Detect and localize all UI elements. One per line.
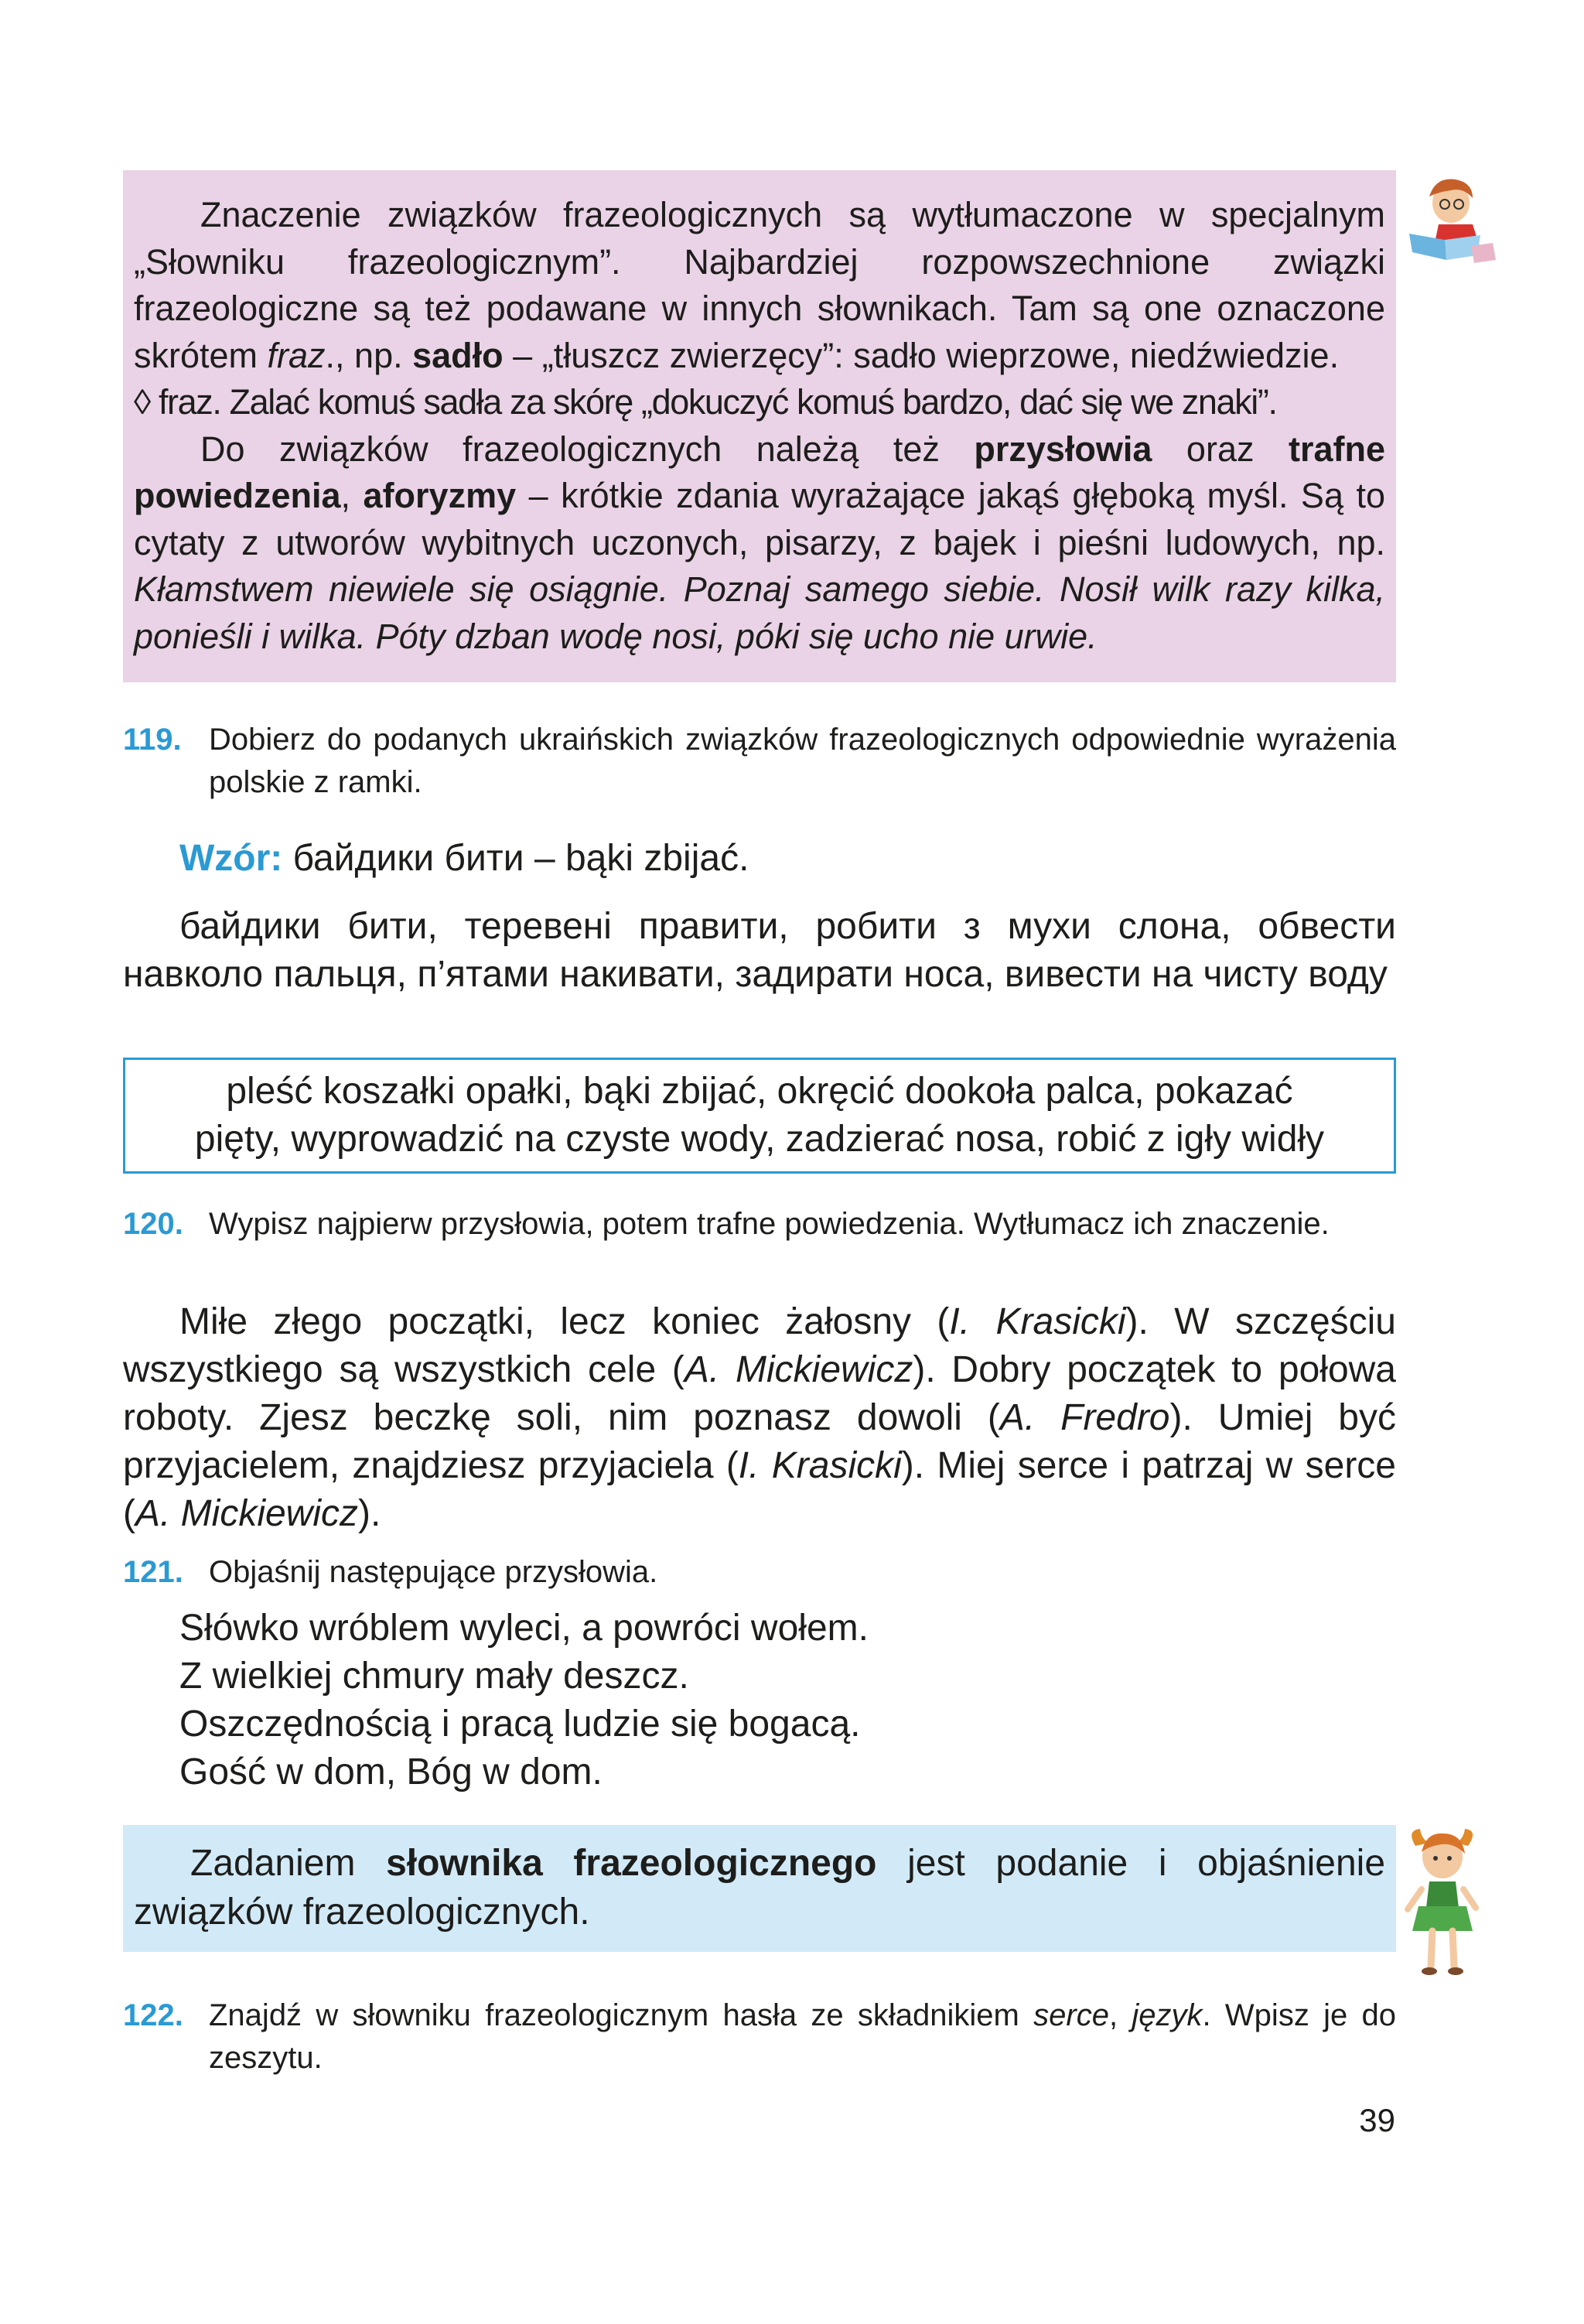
rule-paragraph-2: Do związków frazeologicznych należą też przysłowia oraz trafne powiedzenia, aforyzmy – krótkie zdania wyrażające jakąś głęboką myśl. Są to cytaty z utworów wybitnych uczonych, pisarzy, z bajek i pieśni ludowych, np. Kłamstwem niewiele się osiągnie. Poznaj samego siebie. Nosił wilk razy kilka, ponieśli i wilka. Póty dzban wodę nosi, póki się ucho nie urwie. [134,429,1385,656]
example-label: Wzór: [179,838,283,879]
proverb-item: Z wielkiej chmury mały deszcz. [179,1656,689,1697]
exercise-instruction: Dobierz do podanych ukraińskich związków frazeologicznych odpowiednie wyrażenia polskie z ramki. [209,723,1396,799]
rule-box-dictionary-task: Zadaniem słownika frazeologicznego jest podanie i objaśnienie związków frazeologicznych. [123,1825,1396,1952]
rule-paragraph-1: Znaczenie związków frazeologicznych są wytłumaczone w specjalnym „Słowniku frazeologicznym”. Najbardziej rozpowszechnione związki frazeologiczne są też podawane w innych słownikach. Tam są one oznaczone skrótem fraz., np. sadło – „tłuszcz zwierzęcy”: sadło wieprzowe, niedźwiedzie. [134,195,1385,375]
exercise-119 [123,719,1396,804]
exercise-instruction: Objaśnij następujące przysłowia. [209,1555,658,1589]
polish-expressions-frame [123,1058,1396,1174]
proverb-item: Słówko wróblem wyleci, a powróci wołem. [179,1608,869,1649]
boy-reading-illustration [1401,169,1502,269]
exercise-number: 120. [123,1207,183,1241]
exercise-119-example: Wzór: байдики бити – bąki zbijać. [179,838,749,879]
exercise-121 [123,1551,1396,1594]
exercise-120-sentences: Miłe złego początki, lecz koniec żałosny (I. Krasicki). W szczęściu wszystkiego są wszystkich cele (A. Mickiewicz). Dobry początek to połowa roboty. Zjesz beczkę soli, nim poznasz dowoli (A. Fredro). Umiej być przyjacielem, znajdziesz przyjaciela (I. Krasicki). Miej serce i patrzaj w serce (A. Mickiewicz). [123,1301,1397,1534]
exercise-number: 121. [123,1555,183,1589]
frame-line-2: pięty, wyprowadzić na czyste wody, zadzierać nosa, robić z igły widły [194,1119,1325,1160]
girl-illustration [1398,1823,1487,1977]
exercise-120 [123,1203,1396,1246]
rule-box-phraseology-dictionary [123,170,1396,682]
frame-line-1: pleść koszałki opałki, bąki zbijać, okręcić dookoła palca, pokazać [226,1071,1293,1112]
proverb-list [179,1605,1262,1796]
proverb-item: Gość w dom, Bóg w dom. [179,1752,603,1793]
rule-paragraph-1-example: ◊ fraz. Zalać komuś sadła za skórę „dokuczyć komuś bardzo, dać się we znaki”. [134,382,1277,422]
exercise-number: 119. [123,723,182,757]
proverb-item: Oszczędnością i pracą ludzie się bogacą. [179,1704,861,1745]
exercise-119-ukrainian-list: байдики бити, теревені правити, робити з мухи слона, обвести навколо пальця, п’ятами накивати, задирати носа, вивести на чисту воду [123,906,1396,995]
exercise-122 [123,1994,1396,2080]
exercise-number: 122. [123,1998,183,2032]
page-number: 39 [1359,2102,1395,2138]
exercise-instruction: Wypisz najpierw przysłowia, potem trafne powiedzenia. Wytłumacz ich znaczenie. [209,1207,1330,1241]
exercise-instruction: Znajdź w słowniku frazeologicznym hasła ze składnikiem serce, język. Wpisz je do zeszytu. [209,1998,1397,2075]
